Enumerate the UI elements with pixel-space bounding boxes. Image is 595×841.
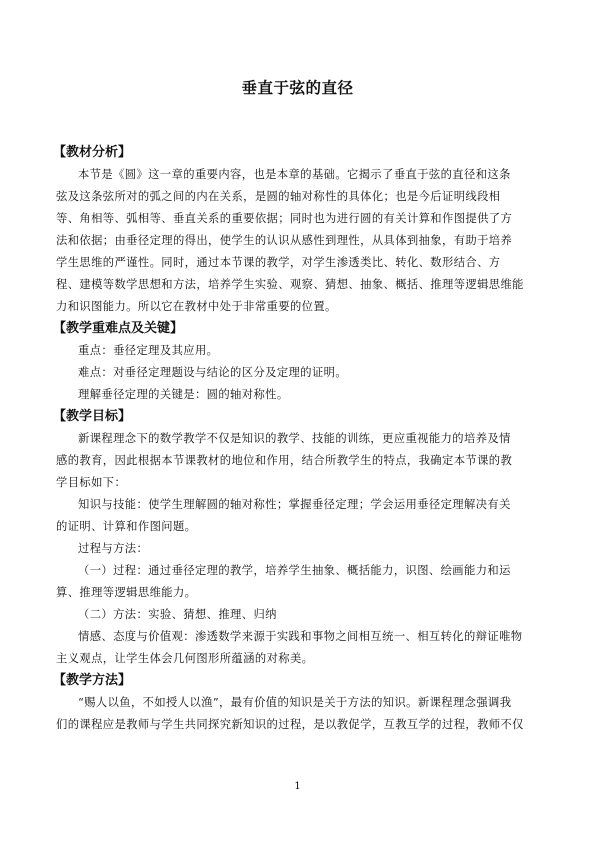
document-title: 垂直于弦的直径 [241, 79, 354, 97]
document-body [53, 142, 542, 736]
paragraph-line: 法和依据；由垂径定理的得出，使学生的认识从感性到理性，从具体到抽象，有助于培养 [56, 234, 513, 247]
key-point-line: 重点：垂径定理及其应用。 [78, 344, 219, 357]
paragraph-line: 学目标如下： [56, 476, 127, 489]
paragraph-line: 们的课程应是教师与学生共同探究新知识的过程，是以教促学，互教互学的过程，教师不仅 [56, 718, 524, 731]
analysis-paragraph [56, 164, 542, 318]
paragraph-line: 本节是《圆》这一章的重要内容，也是本章的基础。它揭示了垂直于弦的直径和这条 [78, 168, 511, 181]
method-line: （二）方法：实验、猜想、推理、归纳 [78, 608, 277, 621]
methods-paragraph [56, 692, 542, 736]
section-heading-goals: 【教学目标】 [53, 409, 132, 424]
paragraph-line: 感的教育，因此根据本节课教材的地位和作用，结合所教学生的特点，我确定本节课的教 [56, 454, 513, 467]
paragraph-line: 程、建模等数学思想和方法，培养学生实验、观察、猜想、抽象、概括、推理等逻辑思维能 [56, 278, 524, 291]
emotion-line: 情感、态度与价值观：渗透数学来源于实践和事物之间相互统一、相互转化的辩证唯物 [78, 630, 523, 643]
process-label: 过程与方法： [78, 542, 149, 555]
difficulty-line: 难点：对垂径定理题设与结论的区分及定理的证明。 [78, 366, 348, 379]
paragraph-line: 等、角相等、弧相等、垂直关系的重要依据；同时也为进行圆的有关计算和作图提供了方 [56, 212, 513, 225]
section-heading-analysis: 【教材分析】 [53, 145, 132, 160]
understanding-line: 理解垂径定理的关键是：圆的轴对称性。 [78, 388, 289, 401]
emotion-line: 主义观点，让学生体会几何图形所蕴涵的对称美。 [56, 652, 314, 665]
knowledge-line: 知识与技能：使学生理解圆的轴对称性；掌握垂径定理；学会运用垂径定理解决有关 [78, 498, 511, 511]
section-heading-methods: 【教学方法】 [53, 673, 132, 688]
paragraph-line: “赐人以鱼，不如授人以渔”，最有价值的知识是关于方法的知识。新课程理念强调我 [78, 696, 512, 709]
paragraph-line: 力和识图能力。所以它在教材中处于非常重要的位置。 [56, 300, 337, 313]
paragraph-line: 弦及这条弦所对的弧之间的内在关系，是圆的轴对称性的具体化；也是今后证明线段相 [56, 190, 501, 203]
process-line: （一）过程：通过垂径定理的教学，培养学生抽象、概括能力，识图、绘画能力和运 [78, 564, 511, 577]
knowledge-line: 的证明、计算和作图问题。 [56, 520, 197, 533]
paragraph-line: 新课程理念下的数学教学不仅是知识的教学、技能的训练，更应重视能力的培养及情 [78, 432, 511, 445]
key-points-paragraph [56, 340, 542, 406]
goals-paragraph [56, 428, 542, 670]
section-heading-key-points: 【教学重难点及关键】 [53, 321, 184, 336]
process-line: 算、推理等逻辑思维能力。 [56, 586, 197, 599]
paragraph-line: 学生思维的严谨性。同时，通过本节课的教学，对学生渗透类比、转化、数形结合、方 [56, 256, 501, 269]
page-number: 1 [294, 781, 301, 792]
